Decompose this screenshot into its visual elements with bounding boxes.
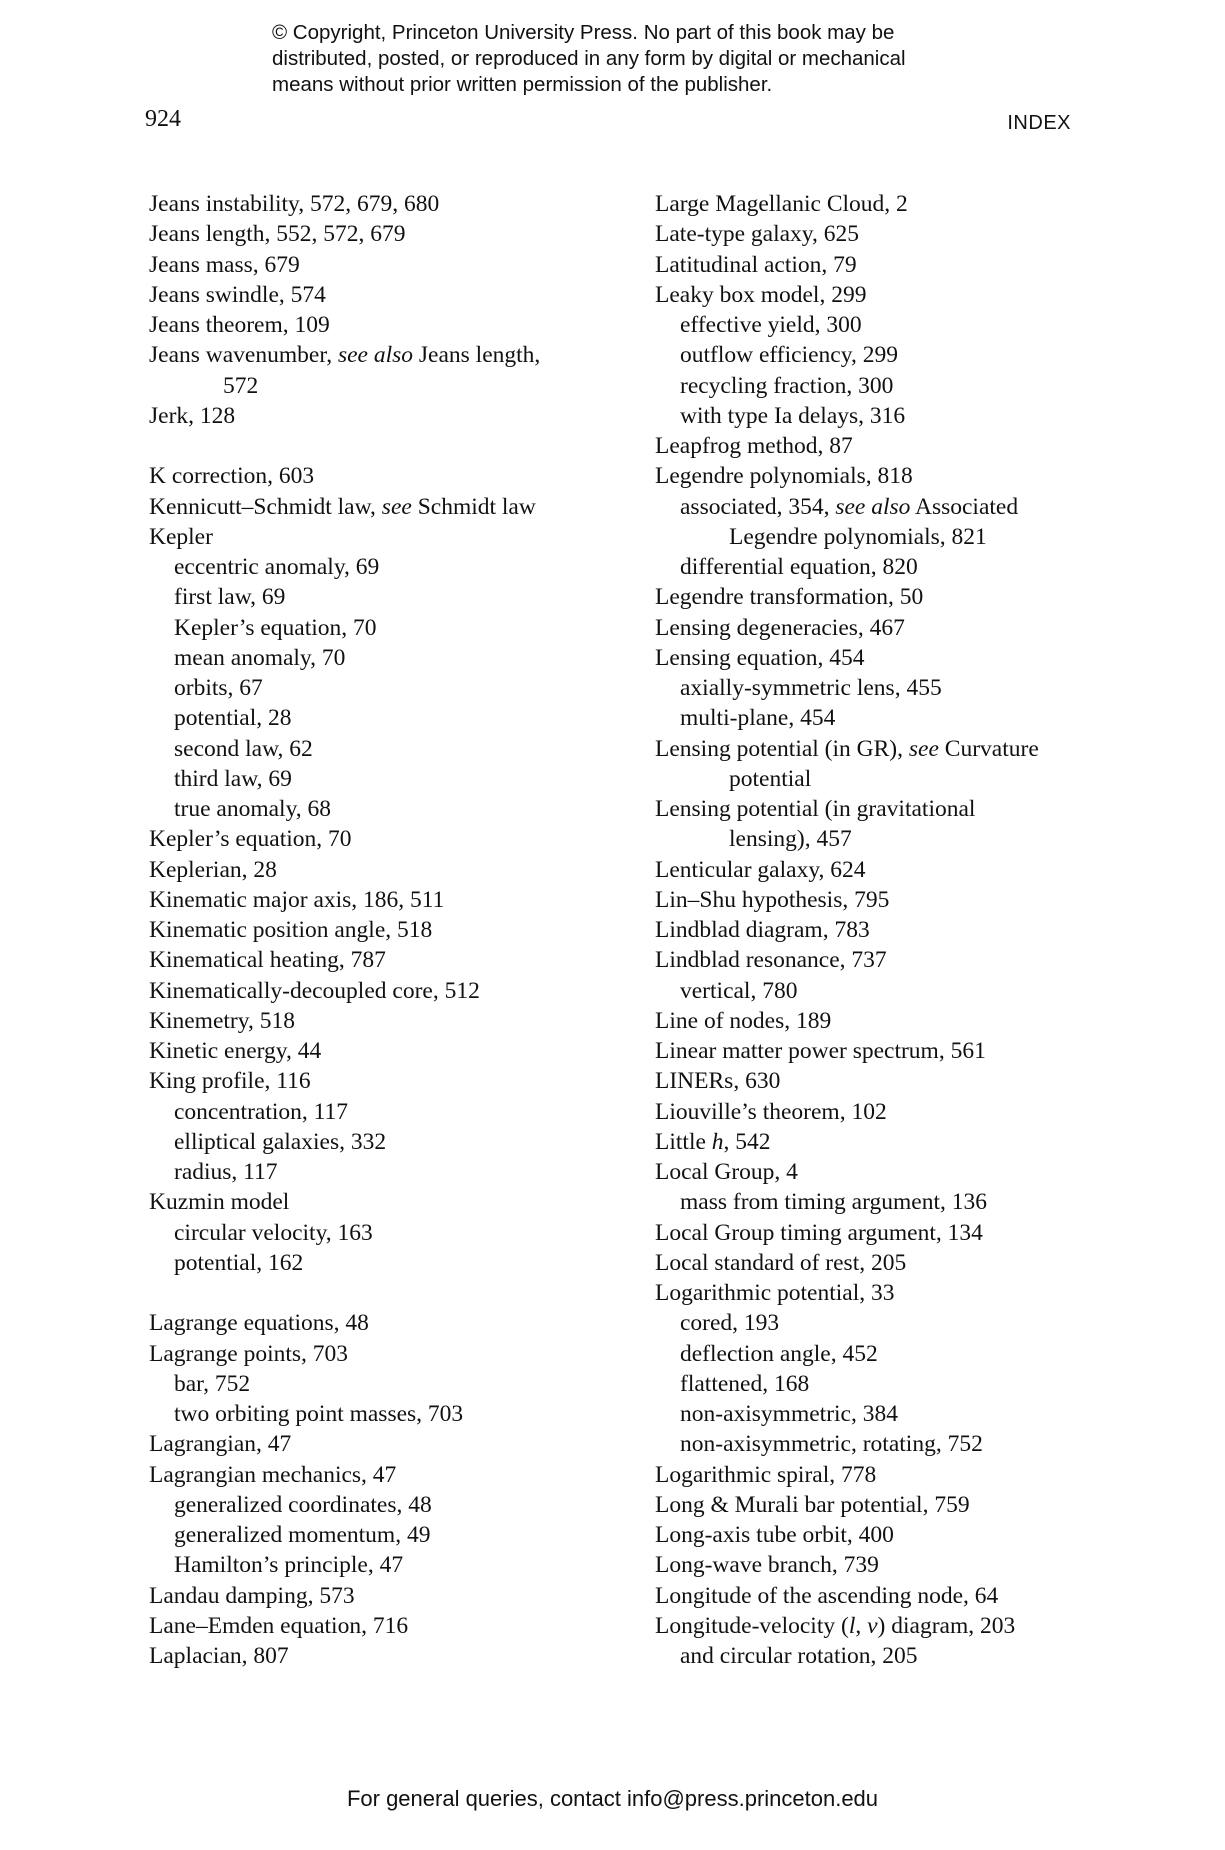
- entry-text: mean anomaly, 70: [174, 644, 346, 671]
- entry-text: Leapfrog method, 87: [655, 433, 853, 459]
- entry-text: Longitude of the ascending node, 64: [655, 1582, 999, 1609]
- entry-italic: h: [711, 1128, 724, 1155]
- entry-text: Kepler: [149, 523, 213, 550]
- index-entry: [149, 1006, 619, 1036]
- entry-text: Lensing equation, 454: [655, 644, 865, 671]
- index-entry: [655, 280, 1125, 310]
- entry-text: effective yield, 300: [680, 312, 862, 338]
- entry-text: axially-symmetric lens, 455: [680, 675, 942, 701]
- entry-text: Jerk, 128: [149, 402, 236, 429]
- entry-continuation: Legendre polynomials, 821: [729, 523, 987, 550]
- entry-text: circular velocity, 163: [174, 1219, 373, 1246]
- entry-text: Lensing potential (in gravitational: [655, 796, 976, 822]
- entry-text: Lagrangian, 47: [149, 1431, 292, 1458]
- index-entry: [655, 794, 1125, 855]
- entry-text: Kinematic major axis, 186, 511: [149, 886, 445, 913]
- index-subentry: [655, 703, 1125, 733]
- index-subentry: [655, 552, 1125, 582]
- index-subentry: [149, 673, 619, 703]
- entry-text: Linear matter power spectrum, 561: [655, 1038, 986, 1064]
- index-subentry: [655, 1308, 1125, 1338]
- entry-text: mass from timing argument, 136: [680, 1189, 987, 1216]
- entry-text: Lenticular galaxy, 624: [655, 856, 866, 883]
- entry-italic: v: [867, 1612, 878, 1639]
- index-entry: [149, 976, 619, 1006]
- index-subentry: [655, 673, 1125, 703]
- index-column-right: [655, 189, 1125, 1671]
- index-subentry: [655, 1429, 1125, 1459]
- index-entry: [149, 1036, 619, 1066]
- index-column-left: [149, 189, 619, 1671]
- entry-text: multi-plane, 454: [680, 705, 836, 732]
- entry-text: Liouville’s theorem, 102: [655, 1098, 887, 1125]
- entry-text: elliptical galaxies, 332: [174, 1128, 387, 1155]
- index-subentry: [149, 1520, 619, 1550]
- index-entry: [655, 915, 1125, 945]
- entry-text: non-axisymmetric, 384: [680, 1401, 898, 1427]
- entry-text: Lagrange equations, 48: [149, 1310, 369, 1337]
- index-entry: [149, 492, 619, 522]
- entry-text: Lindblad resonance, 737: [655, 947, 887, 974]
- footer-contact: For general queries, contact info@press.princeton.edu: [346, 1786, 879, 1811]
- index-entry: [655, 734, 1125, 795]
- entry-text: Curvature: [938, 735, 1039, 762]
- entry-continuation: potential: [729, 765, 812, 792]
- index-entry: [149, 915, 619, 945]
- entry-text: Latitudinal action, 79: [655, 251, 857, 278]
- entry-text: Lane–Emden equation, 716: [149, 1612, 409, 1639]
- entry-text: Jeans instability, 572, 679, 680: [149, 191, 440, 217]
- entry-text: Kinemetry, 518: [149, 1007, 295, 1034]
- entry-italic: see also: [337, 342, 414, 369]
- entry-text: Lensing potential (in GR),: [655, 735, 909, 762]
- entry-text: Kepler’s equation, 70: [149, 826, 352, 853]
- copyright-notice: [272, 20, 1032, 98]
- entry-text: two orbiting point masses, 703: [174, 1401, 464, 1427]
- index-subentry: [149, 643, 619, 673]
- index-subentry: [149, 613, 619, 643]
- entry-text: Local Group timing argument, 134: [655, 1219, 983, 1246]
- entry-text: Jeans mass, 679: [149, 251, 300, 278]
- index-entry: [149, 1066, 619, 1096]
- index-entry: [655, 1066, 1125, 1096]
- letter-group-gap: [149, 431, 619, 461]
- index-subentry: [149, 1490, 619, 1520]
- index-entry: [149, 1460, 619, 1490]
- index-subentry: [149, 1218, 619, 1248]
- index-entry: [149, 824, 619, 854]
- index-entry: [149, 280, 619, 310]
- index-entry: [655, 189, 1125, 219]
- entry-text: and circular rotation, 205: [680, 1643, 918, 1669]
- entry-continuation: 572: [223, 372, 259, 399]
- entry-text: Kennicutt–Schmidt law,: [149, 493, 382, 520]
- index-entry: [149, 461, 619, 491]
- entry-text: Longitude-velocity (: [655, 1612, 849, 1639]
- index-entry: [655, 461, 1125, 491]
- index-entry: [655, 1127, 1125, 1157]
- index-entry: [655, 885, 1125, 915]
- index-subentry: [149, 794, 619, 824]
- entry-text: true anomaly, 68: [174, 796, 332, 822]
- index-subentry: [149, 734, 619, 764]
- index-subentry: [149, 552, 619, 582]
- index-subentry: [149, 582, 619, 612]
- entry-text: Logarithmic potential, 33: [655, 1280, 895, 1306]
- index-subentry: [655, 1187, 1125, 1217]
- index-subentry: [149, 1248, 619, 1278]
- index-entry: [655, 945, 1125, 975]
- index-subentry: [655, 1339, 1125, 1369]
- index-entry: [149, 219, 619, 249]
- entry-text: Kinematical heating, 787: [149, 947, 386, 974]
- index-entry: [149, 522, 619, 552]
- index-entry: [655, 1006, 1125, 1036]
- index-subentry: [149, 703, 619, 733]
- entry-text: Associated: [910, 493, 1019, 520]
- entry-text: Long-wave branch, 739: [655, 1552, 879, 1579]
- index-entry: [149, 401, 619, 431]
- entry-text: Legendre polynomials, 818: [655, 463, 913, 490]
- entry-text: outflow efficiency, 299: [680, 342, 898, 369]
- entry-text: Large Magellanic Cloud, 2: [655, 191, 908, 217]
- index-subentry: [655, 1369, 1125, 1399]
- entry-text: concentration, 117: [174, 1098, 349, 1125]
- entry-text: Laplacian, 807: [149, 1643, 289, 1669]
- entry-text: Lin–Shu hypothesis, 795: [655, 886, 890, 913]
- copyright-line: distributed, posted, or reproduced in any form by digital or mechanical: [272, 47, 906, 70]
- entry-text: Long & Murali bar potential, 759: [655, 1491, 970, 1518]
- entry-text: Late-type galaxy, 625: [655, 221, 860, 248]
- entry-text: deflection angle, 452: [680, 1340, 878, 1367]
- entry-italic: see also: [835, 493, 911, 520]
- entry-text: orbits, 67: [174, 675, 263, 701]
- index-entry: [655, 1611, 1125, 1641]
- index-entry: [149, 250, 619, 280]
- index-subentry: [655, 976, 1125, 1006]
- entry-text: generalized coordinates, 48: [174, 1491, 432, 1518]
- index-entry: [149, 1641, 619, 1671]
- entry-text: Jeans length, 552, 572, 679: [149, 221, 406, 248]
- index-entry: [149, 1339, 619, 1369]
- entry-text: Schmidt law: [411, 493, 536, 520]
- index-entry: [149, 1581, 619, 1611]
- entry-text: vertical, 780: [680, 977, 798, 1004]
- index-entry: [149, 885, 619, 915]
- index-subentry: [655, 492, 1125, 553]
- entry-text: Lagrangian mechanics, 47: [149, 1461, 397, 1488]
- entry-text: associated, 354,: [680, 493, 836, 520]
- entry-text: potential, 162: [174, 1249, 304, 1276]
- index-subentry: [149, 1127, 619, 1157]
- entry-text: cored, 193: [680, 1310, 780, 1337]
- entry-text: Long-axis tube orbit, 400: [655, 1522, 894, 1548]
- entry-text: second law, 62: [174, 735, 313, 762]
- entry-text: Lagrange points, 703: [149, 1340, 349, 1367]
- entry-text: Kinematically-decoupled core, 512: [149, 977, 480, 1004]
- index-subentry: [149, 1369, 619, 1399]
- entry-text: Leaky box model, 299: [655, 281, 867, 308]
- index-entry: [655, 431, 1125, 461]
- index-subentry: [655, 1641, 1125, 1671]
- index-subentry: [655, 310, 1125, 340]
- index-entry: [655, 613, 1125, 643]
- index-entry: [655, 1157, 1125, 1187]
- running-head: INDEX: [1007, 112, 1071, 134]
- entry-text: LINERs, 630: [655, 1068, 781, 1095]
- entry-text: ) diagram, 203: [877, 1612, 1016, 1639]
- copyright-line: © Copyright, Princeton University Press. No part of this book may be: [272, 21, 895, 44]
- entry-text: ,: [855, 1612, 868, 1639]
- entry-text: bar, 752: [174, 1370, 251, 1397]
- index-entry: [149, 340, 619, 401]
- entry-italic: see: [908, 735, 939, 762]
- entry-text: Jeans swindle, 574: [149, 281, 326, 308]
- index-entry: [655, 1490, 1125, 1520]
- entry-italic: see: [381, 493, 412, 520]
- entry-text: first law, 69: [174, 584, 286, 611]
- entry-text: Little: [655, 1128, 712, 1155]
- entry-text: K correction, 603: [149, 463, 315, 490]
- entry-text: Hamilton’s principle, 47: [174, 1552, 404, 1579]
- index-subentry: [655, 340, 1125, 370]
- index-entry: [655, 250, 1125, 280]
- entry-text: Line of nodes, 189: [655, 1007, 832, 1034]
- entry-text: Kinematic position angle, 518: [149, 917, 433, 943]
- index-entry: [149, 855, 619, 885]
- entry-continuation: lensing), 457: [729, 826, 852, 853]
- entry-text: potential, 28: [174, 705, 292, 732]
- index-entry: [655, 1520, 1125, 1550]
- index-subentry: [655, 401, 1125, 431]
- index-entry: [149, 189, 619, 219]
- index-entry: [149, 310, 619, 340]
- index-subentry: [149, 764, 619, 794]
- index-subentry: [149, 1399, 619, 1429]
- entry-italic: l: [848, 1612, 856, 1639]
- index-entry: [655, 582, 1125, 612]
- index-entry: [655, 1581, 1125, 1611]
- entry-text: Local Group, 4: [655, 1159, 798, 1185]
- letter-group-gap: [149, 1278, 619, 1308]
- index-entry: [655, 1460, 1125, 1490]
- entry-text: Logarithmic spiral, 778: [655, 1461, 877, 1488]
- page-number: 924: [145, 106, 181, 132]
- index-subentry: [149, 1097, 619, 1127]
- entry-text: recycling fraction, 300: [680, 372, 894, 399]
- index-entry: [655, 1036, 1125, 1066]
- entry-text: Local standard of rest, 205: [655, 1249, 907, 1276]
- index-entry: [655, 855, 1125, 885]
- entry-text: Kuzmin model: [149, 1189, 290, 1216]
- copyright-line: means without prior written permission of the publisher.: [272, 73, 773, 96]
- entry-text: Jeans wavenumber,: [149, 342, 338, 369]
- entry-text: generalized momentum, 49: [174, 1522, 431, 1548]
- index-subentry: [655, 1399, 1125, 1429]
- index-entry: [149, 1308, 619, 1338]
- index-entry: [655, 1097, 1125, 1127]
- entry-text: Legendre transformation, 50: [655, 584, 924, 611]
- index-subentry: [149, 1157, 619, 1187]
- index-entry: [655, 1248, 1125, 1278]
- index-entry: [655, 1550, 1125, 1580]
- entry-text: eccentric anomaly, 69: [174, 554, 380, 580]
- entry-text: Jeans length,: [413, 342, 541, 369]
- entry-text: Keplerian, 28: [149, 856, 277, 883]
- index-subentry: [149, 1550, 619, 1580]
- entry-text: flattened, 168: [680, 1370, 810, 1397]
- index-entry: [149, 945, 619, 975]
- entry-text: third law, 69: [174, 765, 292, 792]
- entry-text: Landau damping, 573: [149, 1582, 355, 1609]
- index-entry: [655, 1278, 1125, 1308]
- entry-text: Lensing degeneracies, 467: [655, 614, 905, 641]
- index-entry: [655, 1218, 1125, 1248]
- index-entry: [149, 1611, 619, 1641]
- index-entry: [655, 643, 1125, 673]
- entry-text: with type Ia delays, 316: [680, 402, 906, 429]
- entry-text: differential equation, 820: [680, 554, 918, 580]
- index-entry: [655, 219, 1125, 249]
- entry-text: non-axisymmetric, rotating, 752: [680, 1431, 983, 1458]
- entry-text: , 542: [723, 1128, 771, 1155]
- entry-text: radius, 117: [174, 1159, 278, 1185]
- entry-text: Kepler’s equation, 70: [174, 614, 377, 641]
- index-entry: [149, 1429, 619, 1459]
- index-subentry: [655, 371, 1125, 401]
- entry-text: Lindblad diagram, 783: [655, 917, 870, 943]
- entry-text: Jeans theorem, 109: [149, 312, 330, 338]
- entry-text: Kinetic energy, 44: [149, 1038, 322, 1064]
- index-entry: [149, 1187, 619, 1217]
- entry-text: King profile, 116: [149, 1068, 311, 1095]
